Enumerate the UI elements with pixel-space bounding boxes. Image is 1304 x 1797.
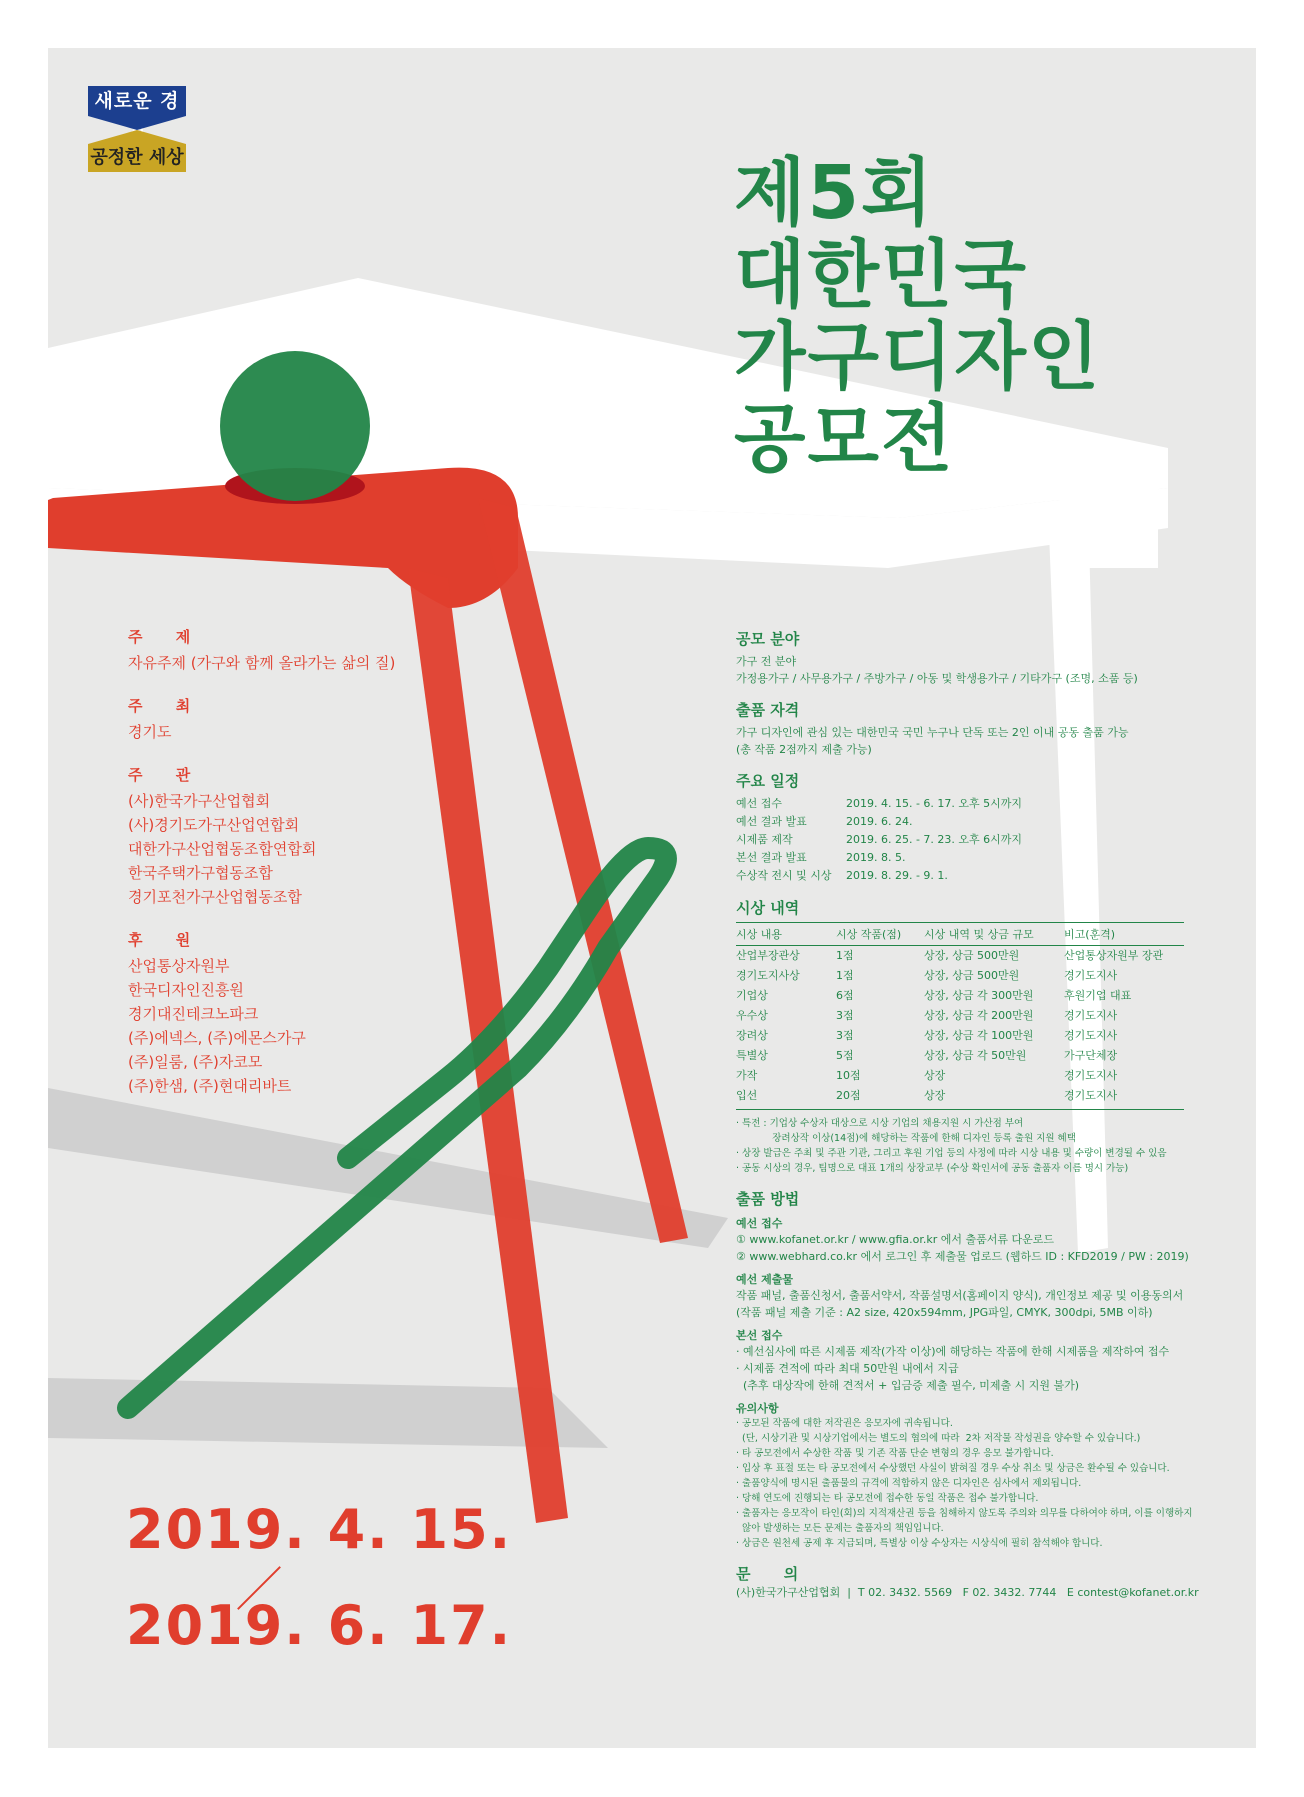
method-heading: 출품 방법 bbox=[736, 1190, 800, 1208]
contact-heading: 문 의 bbox=[736, 1565, 813, 1583]
awards-section bbox=[736, 897, 1236, 1176]
final-line: (추후 대상작에 한해 견적서 + 입금증 제출 필수, 미제출 시 지원 불가) bbox=[736, 1379, 1080, 1392]
awards-table bbox=[736, 922, 1184, 1110]
cell: 경기도지사 bbox=[1064, 1086, 1184, 1110]
cell: 산업통상자원부 장관 bbox=[1064, 949, 1164, 962]
field-line: 가구 전 분야 bbox=[736, 655, 797, 668]
table-row bbox=[736, 966, 1184, 986]
sponsor-item: (주)한샘, (주)현대리바트 bbox=[128, 1077, 292, 1095]
cell: 상장, 상금 각 50만원 bbox=[924, 1049, 1027, 1062]
cell: 5점 bbox=[836, 1049, 854, 1062]
cell: 1점 bbox=[836, 969, 854, 982]
cell: 장려상 bbox=[736, 1029, 768, 1042]
caution-line: · 입상 후 표절 또는 타 공모전에서 수상했던 사실이 밝혀질 경우 수상 취소 및 상금은 환수될 수 있습니다. bbox=[736, 1463, 1170, 1474]
caution-line: · 타 공모전에서 수상한 작품 및 기존 작품 단순 변형의 경우 응모 불가합니다. bbox=[736, 1448, 1054, 1459]
poster-title bbox=[734, 152, 1101, 480]
cell: 1점 bbox=[836, 949, 854, 962]
cell: 기업상 bbox=[736, 989, 768, 1002]
sponsor-item: 산업통상자원부 bbox=[128, 957, 230, 975]
logo-chevron bbox=[88, 116, 186, 130]
prelim-line: ① www.kofanet.or.kr / www.gfia.or.kr 에서 출품서류 다운로드 bbox=[736, 1233, 1055, 1246]
cell: 상장, 상금 500만원 bbox=[924, 949, 1020, 962]
left-info bbox=[128, 626, 488, 1118]
schedule-value: 2019. 4. 15. - 6. 17. 오후 5시까지 bbox=[846, 797, 1023, 810]
cell: 경기도지사 bbox=[1064, 1069, 1118, 1082]
date-gap bbox=[126, 1560, 512, 1596]
cell: 우수상 bbox=[736, 1009, 768, 1022]
logo-chevron-gold bbox=[88, 130, 186, 144]
sponsor-label: 후 원 bbox=[128, 931, 205, 949]
table-row bbox=[736, 946, 1184, 967]
schedule-label: 시제품 제작 bbox=[736, 833, 793, 846]
sponsor-item: (주)일룸, (주)자코모 bbox=[128, 1053, 263, 1071]
white-table-leg-back bbox=[1058, 478, 1158, 568]
eligibility-line: 가구 디자인에 관심 있는 대한민국 국민 누구나 단독 또는 2인 이내 공동 출품 가능 bbox=[736, 726, 1129, 739]
caution-line: (단, 시상기관 및 시상기업에서는 별도의 협의에 따라 2차 저작물 작성권을 양수할 수 있습니다.) bbox=[736, 1433, 1141, 1444]
cell: 경기도지사 bbox=[1064, 1029, 1118, 1042]
final-line: · 예선심사에 따른 시제품 제작(가작 이상)에 해당하는 작품에 한해 시제품을 제작하여 접수 bbox=[736, 1345, 1170, 1358]
awards-col: 시상 내용 bbox=[736, 923, 836, 946]
final-label: 본선 접수 bbox=[736, 1329, 783, 1342]
table-row bbox=[736, 1086, 1184, 1110]
start-date: 2019. 4. 15. bbox=[126, 1498, 513, 1561]
caution-line: · 당해 연도에 진행되는 타 공모전에 접수한 동일 작품은 접수 불가합니다. bbox=[736, 1493, 1039, 1504]
awards-header-row bbox=[736, 923, 1184, 946]
final-line: · 시제품 견적에 따라 최대 50만원 내에서 지급 bbox=[736, 1362, 959, 1375]
schedule-value: 2019. 8. 29. - 9. 1. bbox=[846, 869, 948, 882]
table-row bbox=[736, 986, 1184, 1006]
organizer-item: 한국주택가구협동조합 bbox=[128, 864, 273, 882]
submit-label: 예선 제출물 bbox=[736, 1273, 793, 1286]
cell: 3점 bbox=[836, 1029, 854, 1042]
contact-line: (사)한국가구산업협회 | T 02. 3432. 5569 F 02. 3432. 7744 E contest@kofanet.or.kr bbox=[736, 1586, 1199, 1599]
host-value: 경기도 bbox=[128, 723, 172, 741]
awards-note: · 상장 발급은 주최 및 주관 기관, 그리고 후원 기업 등의 사정에 따라 시상 내용 및 수량이 변경될 수 있음 bbox=[736, 1148, 1167, 1159]
cell: 경기도지사상 bbox=[736, 969, 800, 982]
field-line: 가정용가구 / 사무용가구 / 주방가구 / 아동 및 학생용가구 / 기타가구 (조명, 소품 등) bbox=[736, 672, 1138, 685]
prelim-line: ② www.webhard.co.kr 에서 로그인 후 제출물 업로드 (웹하드 ID : KFD2019 / PW : 2019) bbox=[736, 1250, 1189, 1263]
caution-line: · 출품자는 응모작이 타인(회)의 지적재산권 등을 침해하지 않도록 주의와 의무를 다하여야 하며, 이를 이행하지 bbox=[736, 1508, 1193, 1519]
submit-line: (작품 패널 제출 기준 : A2 size, 420x594mm, JPG파일, CMYK, 300dpi, 5MB 이하) bbox=[736, 1306, 1153, 1319]
organizer-label: 주 관 bbox=[128, 766, 205, 784]
cell: 3점 bbox=[836, 1009, 854, 1022]
cell: 상장, 상금 각 300만원 bbox=[924, 989, 1034, 1002]
cell: 산업부장관상 bbox=[736, 949, 800, 962]
organizer-group bbox=[128, 764, 488, 909]
right-info bbox=[736, 628, 1236, 1601]
cell: 상장, 상금 500만원 bbox=[924, 969, 1020, 982]
cell: 가작 bbox=[736, 1069, 758, 1082]
prelim-label: 예선 접수 bbox=[736, 1217, 783, 1230]
awards-notes bbox=[736, 1116, 1236, 1176]
title-line: 가구디자인 bbox=[734, 314, 1102, 400]
logo-top: 새로운 경기 bbox=[88, 86, 186, 116]
sponsor-item: 경기대진테크노파크 bbox=[128, 1005, 259, 1023]
schedule-label: 예선 접수 bbox=[736, 797, 783, 810]
cell: 경기도지사 bbox=[1064, 1009, 1118, 1022]
caution-line: · 출품양식에 명시된 출품물의 규격에 적합하지 않은 디자인은 심사에서 제외됩니다. bbox=[736, 1478, 1082, 1489]
awards-col: 시상 작품(점) bbox=[836, 923, 924, 946]
organizer-item: 경기포천가구산업협동조합 bbox=[128, 888, 302, 906]
schedule-label: 예선 결과 발표 bbox=[736, 815, 807, 828]
schedule-grid bbox=[736, 795, 1236, 885]
schedule-value: 2019. 8. 5. bbox=[846, 851, 906, 864]
schedule-heading: 주요 일정 bbox=[736, 772, 800, 790]
title-line: 대한민국 bbox=[734, 232, 1028, 318]
table-row bbox=[736, 1006, 1184, 1026]
cell: 상장 bbox=[924, 1069, 946, 1082]
cell: 상장, 상금 각 100만원 bbox=[924, 1029, 1034, 1042]
organizer-item: (사)경기도가구산업연합회 bbox=[128, 816, 300, 834]
awards-heading: 시상 내역 bbox=[736, 899, 800, 917]
awards-col: 비고(훈격) bbox=[1064, 923, 1184, 946]
sponsor-item: 한국디자인진흥원 bbox=[128, 981, 244, 999]
end-date: 2019. 6. 17. bbox=[126, 1594, 513, 1657]
title-line: 제5회 bbox=[734, 150, 935, 236]
title-line: 공모전 bbox=[734, 396, 955, 482]
caution-line: · 상금은 원천세 공제 후 지급되며, 특별상 이상 수상자는 시상식에 필히 참석해야 합니다. bbox=[736, 1538, 1103, 1549]
caution-line: · 공모된 작품에 대한 저작권은 응모자에 귀속됩니다. bbox=[736, 1418, 953, 1429]
host-label: 주 최 bbox=[128, 697, 205, 715]
schedule-value: 2019. 6. 24. bbox=[846, 815, 913, 828]
field-heading: 공모 분야 bbox=[736, 630, 800, 648]
caution-label: 유의사항 bbox=[736, 1402, 779, 1415]
host-group bbox=[128, 695, 488, 744]
sponsor-item: (주)에넥스, (주)에몬스가구 bbox=[128, 1029, 306, 1047]
cell: 6점 bbox=[836, 989, 854, 1002]
table-row bbox=[736, 1026, 1184, 1046]
organizer-item: (사)한국가구산업협회 bbox=[128, 792, 271, 810]
theme-group bbox=[128, 626, 488, 675]
contact-section bbox=[736, 1563, 1236, 1601]
method-section bbox=[736, 1188, 1236, 1551]
cell: 상장 bbox=[924, 1086, 1064, 1110]
cell: 상장, 상금 각 200만원 bbox=[924, 1009, 1034, 1022]
cell: 후원기업 대표 bbox=[1064, 989, 1132, 1002]
cell: 특별상 bbox=[736, 1049, 768, 1062]
submit-line: 작품 패널, 출품신청서, 출품서약서, 작품설명서(홈페이지 양식), 개인정보 제공 및 이용동의서 bbox=[736, 1289, 1184, 1302]
theme-label: 주 제 bbox=[128, 628, 205, 646]
eligibility-line: (총 작품 2점까지 제출 가능) bbox=[736, 743, 872, 756]
organizer-item: 대한가구산업협동조합연합회 bbox=[128, 840, 317, 858]
awards-note: · 특전 : 기업상 수상자 대상으로 시상 기업의 채용지원 시 가산점 부여 bbox=[736, 1118, 1024, 1129]
cell: 경기도지사 bbox=[1064, 969, 1118, 982]
cell: 가구단체장 bbox=[1064, 1049, 1118, 1062]
cell: 입선 bbox=[736, 1086, 836, 1110]
green-ball bbox=[220, 351, 370, 501]
awards-col: 시상 내역 및 상금 규모 bbox=[924, 923, 1064, 946]
poster bbox=[48, 48, 1256, 1748]
eligibility-heading: 출품 자격 bbox=[736, 701, 800, 719]
schedule-section bbox=[736, 770, 1236, 885]
schedule-value: 2019. 6. 25. - 7. 23. 오후 6시까지 bbox=[846, 833, 1023, 846]
schedule-label: 수상작 전시 및 시상 bbox=[736, 869, 832, 882]
awards-note: · 공동 시상의 경우, 팀명으로 대표 1개의 상장교부 (수상 확인서에 공동 출품자 이름 명시 가능) bbox=[736, 1163, 1129, 1174]
caution-line: 않아 발생하는 모든 문제는 출품자의 책임입니다. bbox=[736, 1523, 944, 1534]
schedule-label: 본선 결과 발표 bbox=[736, 851, 807, 864]
field-section bbox=[736, 628, 1236, 687]
date-range bbox=[126, 1500, 512, 1656]
cell: 20점 bbox=[836, 1086, 924, 1110]
table-row bbox=[736, 1066, 1184, 1086]
awards-note: 장려상작 이상(14점)에 해당하는 작품에 한해 디자인 등록 출원 지원 혜택 bbox=[736, 1133, 1076, 1144]
cell: 10점 bbox=[836, 1069, 861, 1082]
logo-bottom: 공정한 세상 bbox=[88, 144, 186, 172]
sponsor-group bbox=[128, 929, 488, 1098]
theme-value: 자유주제 (가구와 함께 올라가는 삶의 질) bbox=[128, 654, 396, 672]
eligibility-section bbox=[736, 699, 1236, 758]
table-row bbox=[736, 1046, 1184, 1066]
